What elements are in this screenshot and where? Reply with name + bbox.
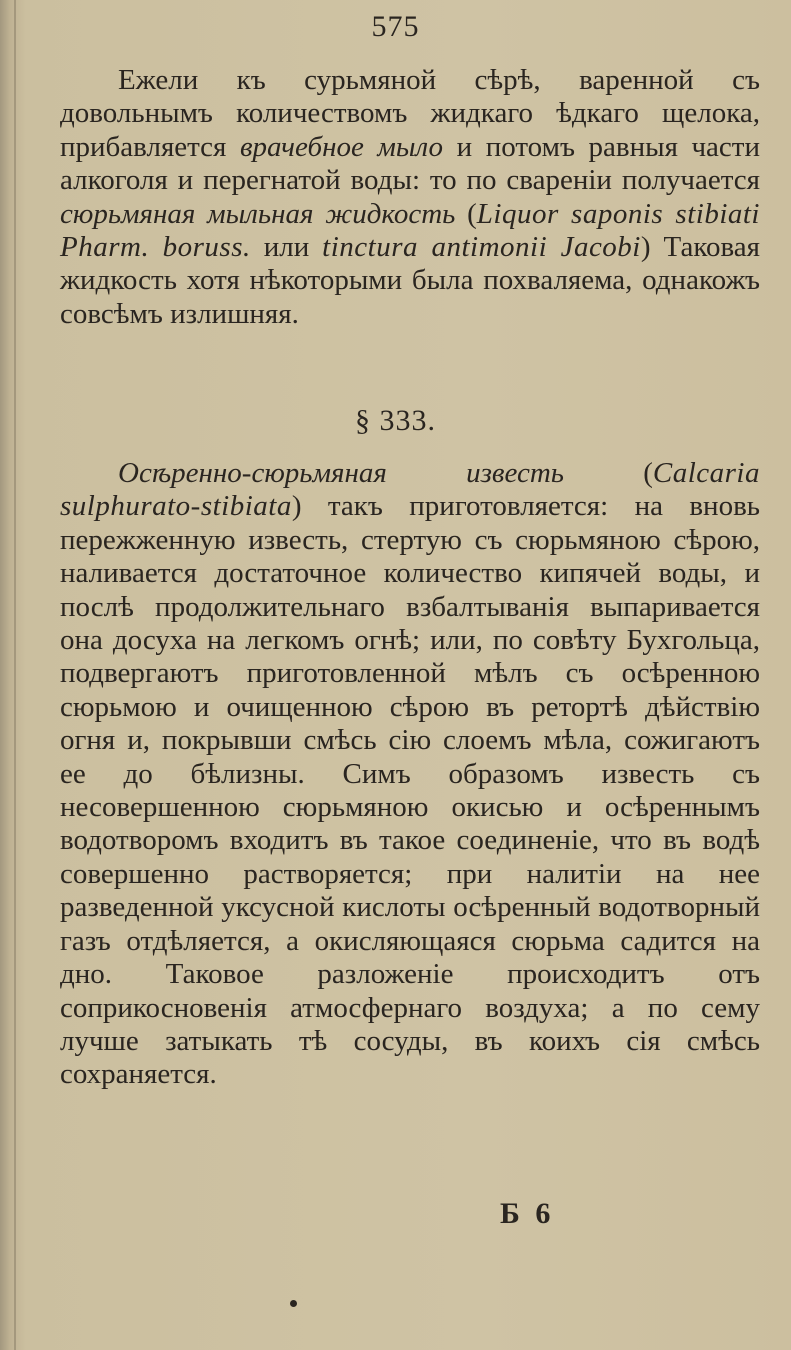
paragraph-2-text-2: ) такъ приготовляется: на вновь пережженную известь, стертую съ сюрьмяною сѣрою, наливается достаточное количество кипячей воды, и послѣ продолжительнаго взбалтыванія выпаривается она досуха на легкомъ огнѣ; или, по совѣту Бухгольца, подвергаютъ приготовленной мѣлъ съ осѣренною сюрьмою и очищенною сѣрою въ ретортѣ дѣйствію огня и, покрывши смѣсь сію слоемъ мѣла, сожигаютъ ее до бѣлизны. Симъ образомъ известь съ несовершенною сюрьмяною окисью и осѣреннымъ водотворомъ входитъ въ такое соединеніе, что въ водѣ совершенно растворяется; при налитіи на нее разведенной уксусной кислоты осѣренный водотворный газъ отдѣляется, а окисляющаяся сюрьма садится на дно. Таковое разложеніе происходитъ отъ соприкосновенія атмосфернаго воздуха; а по сему лучше затыкать тѣ сосуды, въ коихъ сія смѣсь сохраняется. — [60, 490, 760, 1091]
paragraph-1-text-4: или — [250, 231, 323, 264]
latin-liquor-saponis: Liquor saponis stibiati Pharm. boruss. — [60, 197, 760, 264]
paragraph-1 — [60, 64, 760, 331]
paragraph-2-text-1: ( — [563, 457, 653, 489]
latin-calcaria: Calcaria sulphurato-stibiata — [60, 457, 760, 523]
term-medicinal-soap: врачебное мыло — [239, 130, 444, 163]
ink-dot — [290, 1300, 297, 1307]
term-antimony-soap-liquid: сюрьмяная мыльная жидкость — [60, 197, 456, 230]
page-gutter — [14, 0, 16, 1350]
term-sulphurated-antimony-lime: Осѣренно-сюрьмяная известь — [118, 457, 564, 489]
paragraph-1-text-2: и потомъ равныя части алкоголя и перегнатой воды: то по свареніи получается — [60, 130, 760, 197]
printer-signature: Б 6 — [500, 1197, 555, 1230]
section-heading: § 333. — [355, 404, 436, 437]
paragraph-1-text-3: ( — [455, 197, 477, 230]
page-number: 575 — [371, 10, 420, 43]
paragraph-2 — [60, 457, 760, 1092]
latin-tinctura-antimonii: tinctura antimonii Jacobi — [322, 231, 641, 264]
paragraph-1-text-5: ) Таковая жидкость хотя нѣкоторыми была похваляема, однакожъ совсѣмъ излишняя. — [60, 231, 760, 330]
paragraph-1-text-1: Ежели къ сурьмяной сѣрѣ, варенной съ довольнымъ количествомъ жидкаго ѣдкаго щелока, прибавляется — [60, 64, 760, 163]
